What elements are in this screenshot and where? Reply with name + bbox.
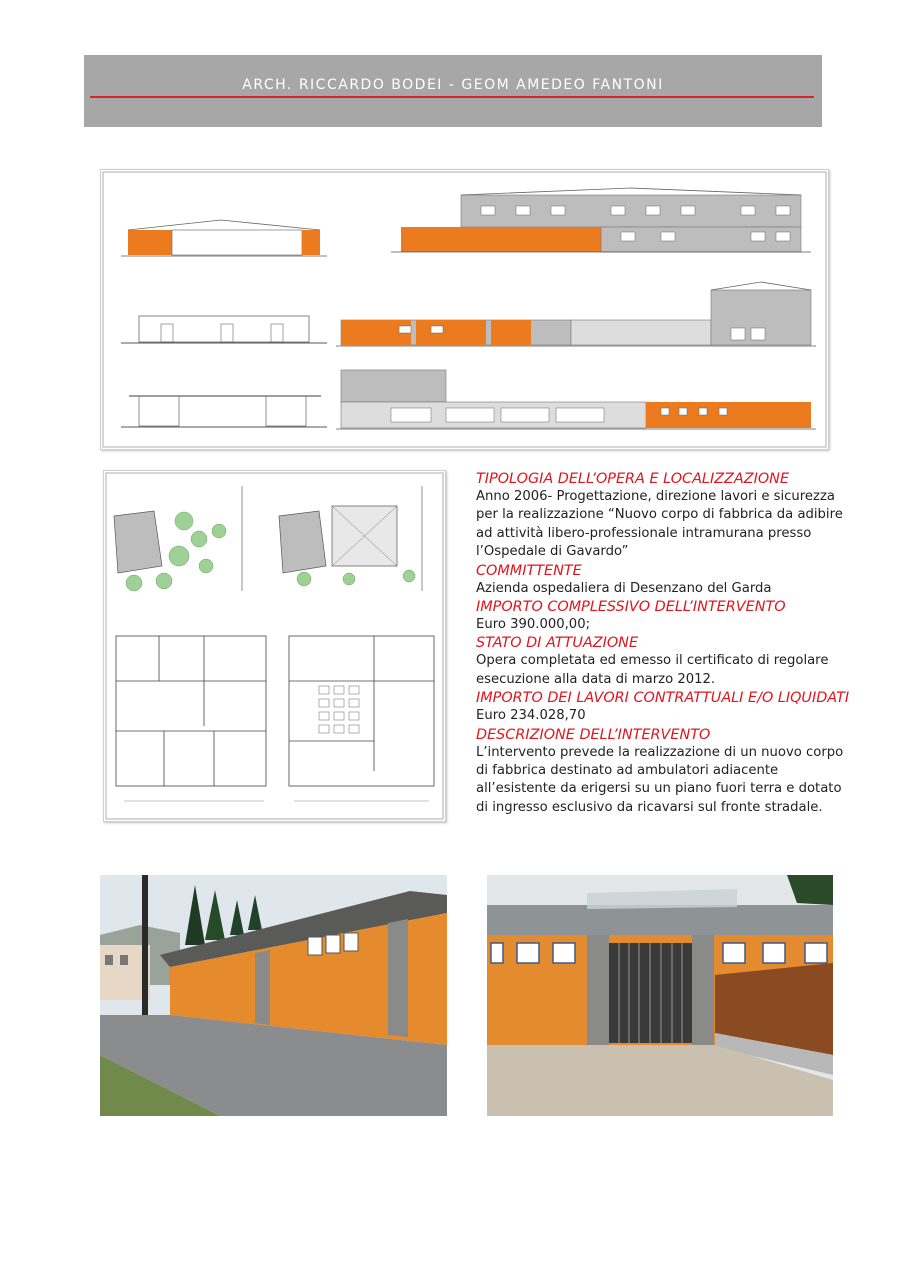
heading-descrizione: DESCRIZIONE DELL’INTERVENTO [476,726,711,743]
photo-building-entrance [487,875,833,1116]
heading-importo-complessivo: IMPORTO COMPLESSIVO DELL’INTERVENTO [476,599,786,616]
page-title: ARCH. RICCARDO BODEI - GEOM AMEDEO FANTONI [242,77,664,93]
heading-tipologia: TIPOLOGIA DELL’OPERA E LOCALIZZAZIONE [476,471,790,487]
heading-stato-attuazione: STATO DI ATTUAZIONE [476,635,639,652]
text-committente: Azienda ospedaliera di Desenzano del Garda [476,580,772,596]
elevations-drawing [100,169,829,450]
heading-importo-lavori: IMPORTO DEI LAVORI CONTRATTUALI E/O LIQUIDATI [476,690,850,707]
photo-building-side [100,875,447,1116]
text-importo-lavori: Euro 234.028,70 [476,708,586,724]
section-drawing-middle [121,316,327,343]
text-descrizione: L’intervento prevede la realizzazione di un nuovo corpo di fabbrica destinato ad ambulatori adiacente all’esistente da erigersi su un piano fuori terra e dotato di ingresso esclusivo da ricavarsi sul fronte stradale. [476,744,844,815]
heading-committente: COMMITTENTE [476,562,582,579]
header-divider [90,96,814,98]
text-importo-complessivo: Euro 390.000,00; [476,617,591,633]
header-band [84,55,822,127]
floor-plans-drawing [103,470,446,822]
text-stato-attuazione: Opera completata ed emesso il certificato di regolare esecuzione alla data di marzo 2012. [476,653,829,687]
text-tipologia: Anno 2006- Progettazione, direzione lavori e sicurezza per la realizzazione “Nuovo corpo di fabbrica da adibire ad attività libero-professionale intramurana presso l’Ospedale di Gavardo” [476,489,843,560]
project-description [476,470,856,817]
